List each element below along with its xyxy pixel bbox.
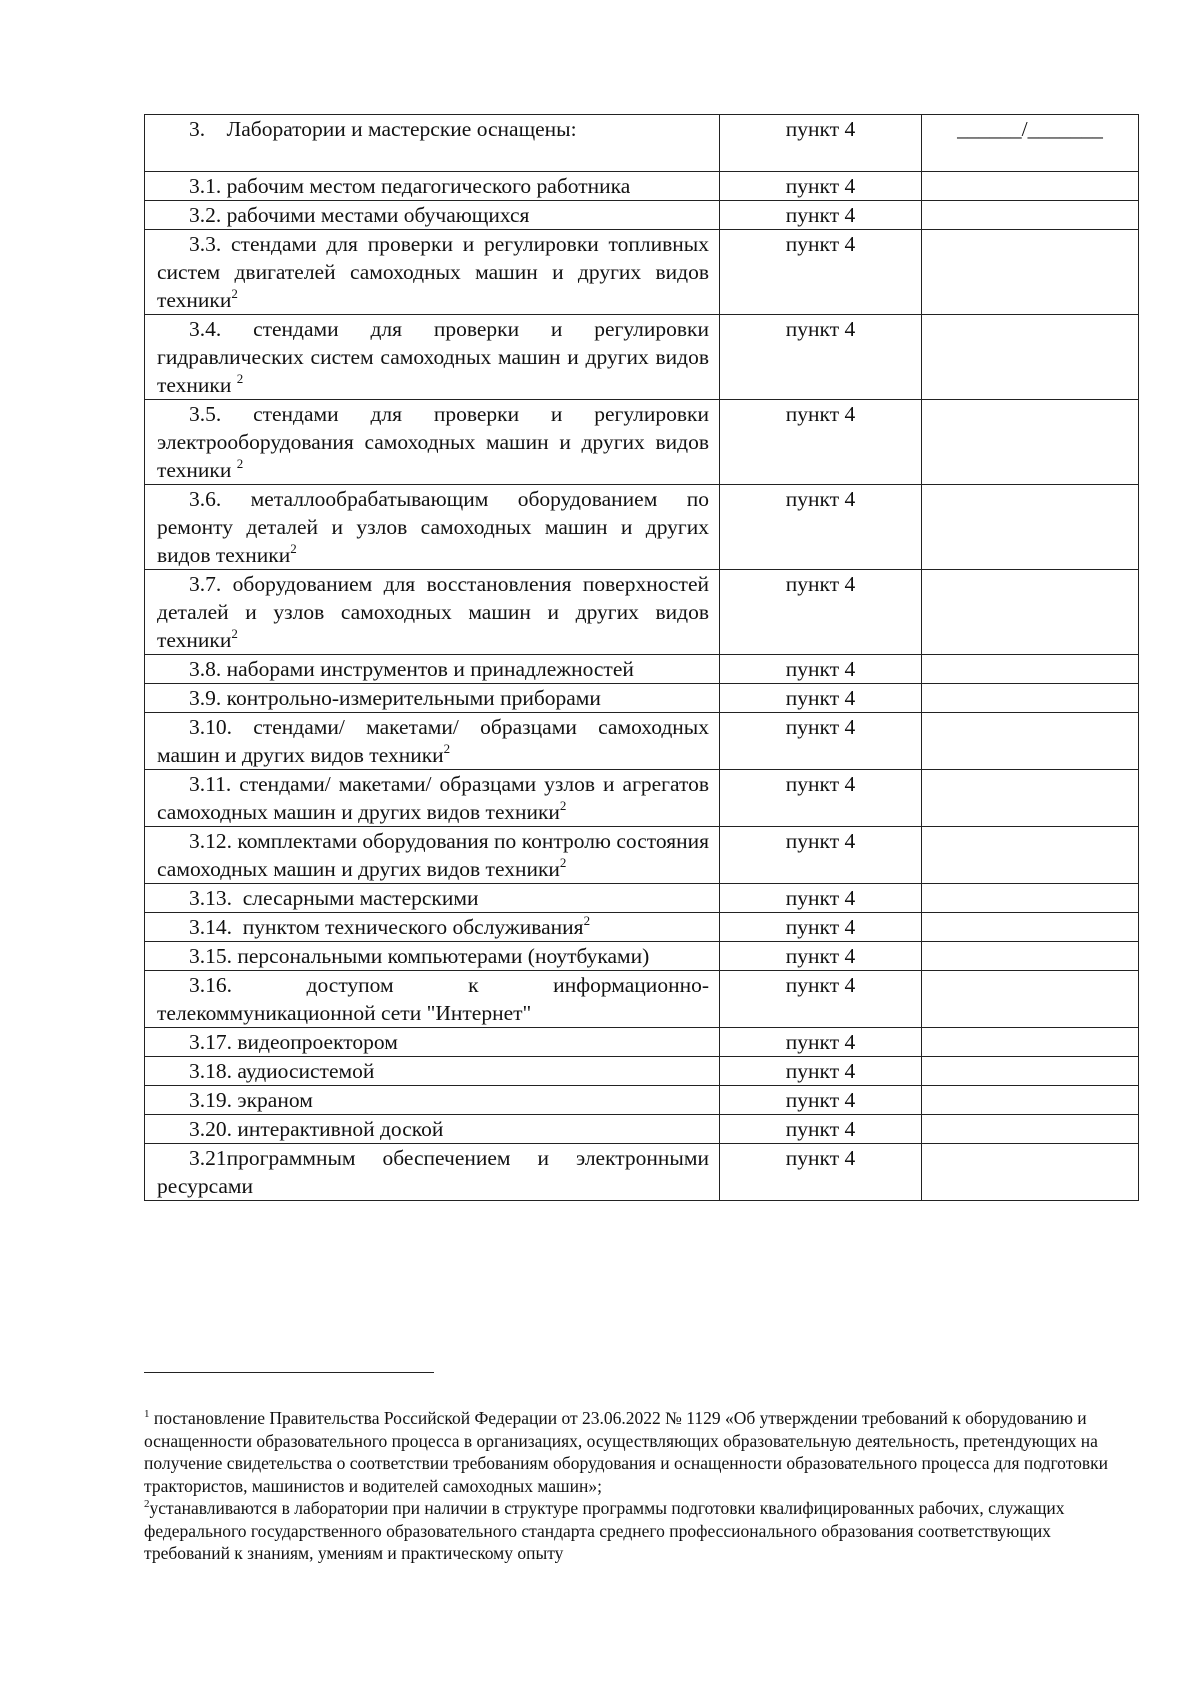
point-text: пункт 4 [785, 657, 856, 681]
footnote-ref: 2 [231, 286, 238, 301]
footnote-ref: 2 [236, 371, 244, 386]
footnote-ref: 2 [231, 626, 238, 641]
mark-cell [922, 827, 1139, 884]
mark-cell [922, 655, 1139, 684]
point-text: пункт 4 [785, 1088, 856, 1112]
point-cell [720, 942, 922, 971]
table-row [145, 1086, 1139, 1115]
requirement-cell [145, 400, 720, 485]
requirement-cell [145, 1086, 720, 1115]
point-cell [720, 1028, 922, 1057]
requirement-cell [145, 315, 720, 400]
mark-cell [922, 913, 1139, 942]
footnote-ref: 2 [559, 798, 567, 813]
point-text: пункт 4 [785, 317, 856, 341]
point-text: пункт 4 [785, 174, 856, 198]
table-row [145, 485, 1139, 570]
point-cell [720, 971, 922, 1028]
requirement-cell [145, 1028, 720, 1057]
point-text: пункт 4 [785, 915, 856, 939]
point-cell [720, 1086, 922, 1115]
table-header-row [145, 115, 1139, 172]
mark-cell [922, 884, 1139, 913]
mark-cell [922, 1086, 1139, 1115]
point-text: пункт 4 [785, 886, 856, 910]
requirement-text: 3.2. рабочими местами обучающихся [189, 203, 530, 227]
requirement-cell [145, 172, 720, 201]
requirement-text: 3.6. металлообрабатывающим оборудованием по ремонту деталей и узлов самоходных машин и других видов техники [157, 487, 709, 567]
table-row [145, 1144, 1139, 1201]
table-row [145, 201, 1139, 230]
header-point: пункт 4 [785, 117, 856, 141]
requirement-text: 3.18. аудиосистемой [189, 1059, 375, 1083]
table-row [145, 315, 1139, 400]
table-row [145, 1028, 1139, 1057]
requirement-cell [145, 942, 720, 971]
requirement-text: 3.13. слесарными мастерскими [189, 886, 479, 910]
point-cell [720, 655, 922, 684]
mark-cell [922, 1144, 1139, 1201]
point-text: пункт 4 [785, 973, 856, 997]
point-cell [720, 770, 922, 827]
requirement-text: 3.14. пунктом технического обслуживания [189, 915, 584, 939]
mark-cell [922, 770, 1139, 827]
point-text: пункт 4 [785, 1117, 856, 1141]
mark-cell [922, 1115, 1139, 1144]
point-cell [720, 1057, 922, 1086]
requirement-cell [145, 485, 720, 570]
footnote-1 [144, 1407, 1139, 1497]
table-row [145, 971, 1139, 1028]
point-cell [720, 201, 922, 230]
requirement-text: 3.12. комплектами оборудования по контролю состояния самоходных машин и других видов техники [157, 829, 709, 881]
point-text: пункт 4 [785, 1030, 856, 1054]
table-row [145, 655, 1139, 684]
point-text: пункт 4 [785, 232, 856, 256]
point-text: пункт 4 [785, 715, 856, 739]
footnote-text: постановление Правительства Российской Федерации от 23.06.2022 № 1129 «Об утверждении требований к оборудованию и оснащенности образовательного процесса в организациях, осуществляющих образовательную деятельность, претендующих на получение свидетельства о соответствии требованиям оборудования и оснащенности образовательного процесса для подготовки трактористов, машинистов и водителей самоходных машин»; [144, 1408, 1109, 1496]
table-row [145, 827, 1139, 884]
mark-cell [922, 172, 1139, 201]
requirement-cell [145, 201, 720, 230]
table-row [145, 884, 1139, 913]
point-cell [720, 1144, 922, 1201]
mark-cell [922, 942, 1139, 971]
point-cell [720, 827, 922, 884]
requirement-cell [145, 230, 720, 315]
header-signature-cell [922, 115, 1139, 172]
header-text: 3. Лаборатории и мастерские оснащены: [189, 117, 577, 141]
requirement-text: 3.20. интерактивной доской [189, 1117, 444, 1141]
requirement-text: 3.5. стендами для проверки и регулировки электрооборудования самоходных машин и других видов техники [157, 402, 709, 482]
table-row [145, 713, 1139, 770]
point-cell [720, 713, 922, 770]
point-cell [720, 172, 922, 201]
point-text: пункт 4 [785, 772, 856, 796]
requirement-cell [145, 971, 720, 1028]
point-cell [720, 230, 922, 315]
table-row [145, 1057, 1139, 1086]
signature-blank: ______/_______ [957, 117, 1103, 141]
requirement-cell [145, 913, 720, 942]
footnote-ref: 2 [443, 741, 451, 756]
point-cell [720, 1115, 922, 1144]
requirement-text: 3.16. доступом к информационно-телекоммуникационной сети "Интернет" [157, 973, 709, 1025]
footnote-ref: 2 [559, 855, 567, 870]
requirement-text: 3.19. экраном [189, 1088, 313, 1112]
requirement-cell [145, 713, 720, 770]
point-text: пункт 4 [785, 487, 856, 511]
mark-cell [922, 684, 1139, 713]
requirement-cell [145, 570, 720, 655]
table-row [145, 913, 1139, 942]
footnote-ref: 2 [236, 456, 244, 471]
table-row [145, 400, 1139, 485]
table-row [145, 172, 1139, 201]
requirements-table [144, 114, 1139, 1201]
table-row [145, 1115, 1139, 1144]
header-text-cell [145, 115, 720, 172]
point-cell [720, 570, 922, 655]
mark-cell [922, 570, 1139, 655]
point-text: пункт 4 [785, 686, 856, 710]
footnote-separator [144, 1372, 434, 1373]
requirement-text: 3.10. стендами/ макетами/ образцами самоходных машин и других видов техники [157, 715, 709, 767]
requirement-cell [145, 884, 720, 913]
mark-cell [922, 713, 1139, 770]
requirement-text: 3.9. контрольно-измерительными приборами [189, 686, 601, 710]
point-text: пункт 4 [785, 203, 856, 227]
header-point-cell [720, 115, 922, 172]
footnote-mark: 1 [144, 1408, 150, 1420]
requirement-text: 3.15. персональными компьютерами (ноутбуками) [189, 944, 650, 968]
requirement-text: 3.11. стендами/ макетами/ образцами узлов и агрегатов самоходных машин и других видов техники [157, 772, 709, 824]
requirement-text: 3.7. оборудованием для восстановления поверхностей деталей и узлов самоходных машин и других видов техники [157, 572, 709, 652]
point-text: пункт 4 [785, 1146, 856, 1170]
point-cell [720, 913, 922, 942]
mark-cell [922, 971, 1139, 1028]
point-cell [720, 400, 922, 485]
point-cell [720, 315, 922, 400]
requirement-cell [145, 1057, 720, 1086]
footnotes [144, 1407, 1139, 1565]
requirement-cell [145, 1144, 720, 1201]
table-row [145, 684, 1139, 713]
mark-cell [922, 230, 1139, 315]
table-row [145, 570, 1139, 655]
table-row [145, 230, 1139, 315]
footnote-text: устанавливаются в лаборатории при наличии в структуре программы подготовки квалифицированных рабочих, служащих федерального государственного образовательного стандарта среднего профессионального образования соответствующих требований к знаниям, умениям и практическому опыту [144, 1498, 1065, 1563]
point-text: пункт 4 [785, 402, 856, 426]
requirement-text: 3.4. стендами для проверки и регулировки гидравлических систем самоходных машин и других видов техники [157, 317, 709, 397]
point-text: пункт 4 [785, 572, 856, 596]
point-text: пункт 4 [785, 944, 856, 968]
point-cell [720, 684, 922, 713]
requirement-text: 3.21программным обеспечением и электронными ресурсами [157, 1146, 709, 1198]
requirement-text: 3.3. стендами для проверки и регулировки топливных систем двигателей самоходных машин и других видов техники [157, 232, 709, 312]
requirement-cell [145, 770, 720, 827]
footnote-2 [144, 1497, 1139, 1565]
table-row [145, 770, 1139, 827]
footnote-ref: 2 [583, 913, 591, 928]
mark-cell [922, 1028, 1139, 1057]
requirement-cell [145, 827, 720, 884]
requirement-cell [145, 1115, 720, 1144]
point-cell [720, 485, 922, 570]
footnote-mark: 2 [144, 1498, 150, 1510]
mark-cell [922, 315, 1139, 400]
requirement-cell [145, 684, 720, 713]
point-text: пункт 4 [785, 1059, 856, 1083]
mark-cell [922, 400, 1139, 485]
point-cell [720, 884, 922, 913]
requirement-text: 3.17. видеопроектором [189, 1030, 398, 1054]
requirement-text: 3.1. рабочим местом педагогического работника [189, 174, 631, 198]
table-row [145, 942, 1139, 971]
mark-cell [922, 201, 1139, 230]
requirement-cell [145, 655, 720, 684]
footnote-ref: 2 [290, 541, 297, 556]
point-text: пункт 4 [785, 829, 856, 853]
requirement-text: 3.8. наборами инструментов и принадлежностей [189, 657, 634, 681]
mark-cell [922, 1057, 1139, 1086]
mark-cell [922, 485, 1139, 570]
